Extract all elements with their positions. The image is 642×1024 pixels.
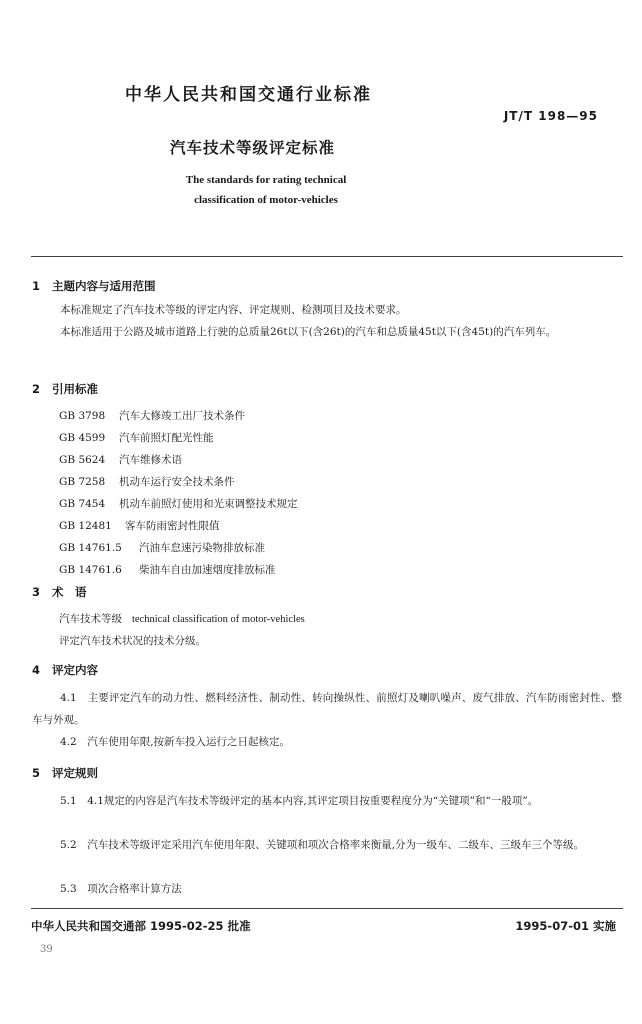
section-5-para-3 [32, 878, 600, 900]
section-1-heading [32, 278, 156, 294]
section-5-para-2 [32, 834, 622, 856]
reference-item [59, 408, 245, 423]
reference-item [59, 540, 265, 555]
reference-code: GB 3798 [59, 410, 106, 422]
section-3-heading [32, 584, 87, 600]
section-1-para-2 [32, 321, 622, 343]
reference-name: 机动车前照灯使用和光束调整技术规定 [119, 498, 298, 510]
reference-item [59, 562, 276, 577]
section-4-para-2 [32, 731, 600, 753]
reference-item [59, 518, 220, 533]
reference-name: 汽油车怠速污染物排放标准 [139, 542, 265, 554]
section-1-para-1 [32, 299, 600, 321]
reference-item [59, 452, 182, 467]
approval-line: 中华人民共和国交通部 1995-02-25 批准 [31, 919, 251, 933]
section-5-para-3-text: 5.3 项次合格率计算方法 [60, 883, 182, 895]
term-chinese: 汽车技术等级 [59, 613, 122, 625]
reference-name: 汽车维修术语 [119, 454, 182, 466]
term-entry [59, 611, 305, 626]
section-5-number: 5 [32, 766, 41, 780]
section-5-para-2-text: 5.2 汽车技术等级评定采用汽车使用年限、关键项和项次合格率来衡量,分为一级车、二级车、三级车三个等级。 [60, 839, 585, 851]
reference-code: GB 7454 [59, 498, 106, 510]
reference-code: GB 14761.5 [59, 542, 122, 554]
document-title: 汽车技术等级评定标准 [170, 139, 336, 157]
section-4-para-1 [32, 687, 622, 731]
footer-divider [31, 908, 623, 909]
reference-name: 柴油车自由加速烟度排放标准 [139, 564, 276, 576]
reference-code: GB 7258 [59, 476, 106, 488]
reference-item [59, 474, 235, 489]
section-1-para-1-text: 本标准规定了汽车技术等级的评定内容、评定规则、检测项目及技术要求。 [60, 304, 407, 316]
section-5-title: 评定规则 [52, 766, 98, 780]
section-3-title: 术 语 [52, 585, 87, 599]
section-4-number: 4 [32, 663, 41, 677]
reference-code: GB 4599 [59, 432, 106, 444]
section-3-number: 3 [32, 585, 41, 599]
english-title-line1: The standards for rating technical [185, 174, 347, 186]
header-divider [31, 256, 623, 257]
reference-code: GB 12481 [59, 520, 112, 532]
term-definition: 评定汽车技术状况的技术分级。 [59, 635, 206, 647]
reference-name: 机动车运行安全技术条件 [119, 476, 235, 488]
reference-code: GB 14761.6 [59, 564, 122, 576]
standard-body-heading: 中华人民共和国交通行业标准 [125, 85, 372, 105]
term-english: technical classification of motor-vehicles [132, 614, 305, 625]
page-number: 39 [40, 944, 53, 955]
section-2-number: 2 [32, 382, 41, 396]
section-5-para-1 [32, 790, 622, 812]
reference-name: 汽车大修竣工出厂技术条件 [119, 410, 245, 422]
section-1-title: 主题内容与适用范围 [52, 279, 156, 293]
section-5-heading [32, 765, 98, 781]
english-title-line2: classification of motor-vehicles [194, 194, 338, 206]
section-2-heading [32, 381, 98, 397]
section-4-para-1-text: 4.1 主要评定汽车的动力性、燃料经济性、制动性、转向操纵性、前照灯及喇叭噪声、废气排放、汽车防雨密封性、整车与外观。 [32, 692, 622, 726]
effective-date: 1995-07-01 实施 [515, 919, 616, 933]
standard-code: JT/T 198—95 [503, 109, 598, 123]
reference-item [59, 496, 298, 511]
reference-code: GB 5624 [59, 454, 106, 466]
section-1-para-2-text: 本标准适用于公路及城市道路上行驶的总质量26t以下(含26t)的汽车和总质量45t以下(含45t)的汽车列车。 [60, 326, 557, 338]
section-5-para-1-text: 5.1 4.1规定的内容是汽车技术等级评定的基本内容,其评定项目按重要程度分为“关键项”和“一般项”。 [60, 795, 539, 807]
reference-name: 客车防雨密封性限值 [125, 520, 220, 532]
section-4-para-2-text: 4.2 汽车使用年限,按新车投入运行之日起核定。 [60, 736, 291, 748]
reference-name: 汽车前照灯配光性能 [119, 432, 214, 444]
section-2-title: 引用标准 [52, 382, 98, 396]
section-4-heading [32, 662, 98, 678]
reference-item [59, 430, 214, 445]
section-4-title: 评定内容 [52, 663, 98, 677]
section-1-number: 1 [32, 279, 41, 293]
